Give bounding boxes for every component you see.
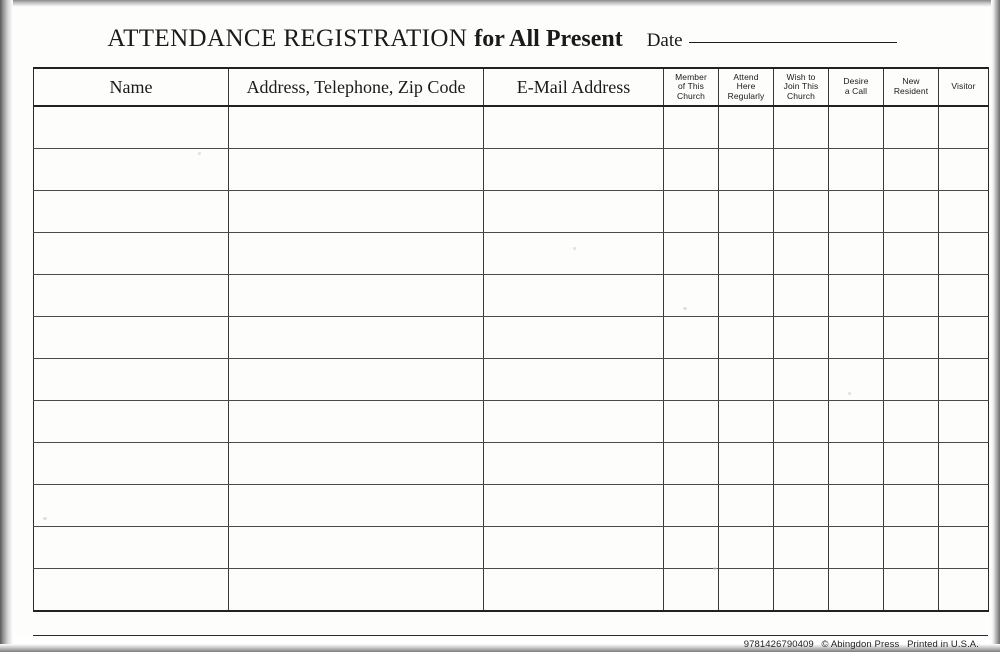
cell-new_resident[interactable] <box>884 401 939 443</box>
cell-join[interactable] <box>774 191 829 233</box>
cell-call[interactable] <box>829 275 884 317</box>
date-field-group <box>647 30 897 52</box>
attendance-form-sheet <box>13 7 991 650</box>
cell-new_resident[interactable] <box>884 485 939 527</box>
cell-email[interactable] <box>484 106 664 149</box>
cell-name[interactable] <box>34 527 229 569</box>
cell-email[interactable] <box>484 401 664 443</box>
column-header-new-resident: New Resident <box>884 68 939 106</box>
cell-new_resident[interactable] <box>884 149 939 191</box>
cell-visitor[interactable] <box>939 149 989 191</box>
registration-table-wrap <box>33 67 988 629</box>
cell-email[interactable] <box>484 317 664 359</box>
cell-new_resident[interactable] <box>884 359 939 401</box>
cell-call[interactable] <box>829 485 884 527</box>
cell-attend[interactable] <box>719 106 774 149</box>
footer-divider <box>33 635 988 636</box>
scan-speck <box>198 152 201 155</box>
date-input-line[interactable] <box>689 41 897 43</box>
cell-email[interactable] <box>484 569 664 612</box>
cell-address[interactable] <box>229 191 484 233</box>
cell-visitor[interactable] <box>939 359 989 401</box>
cell-new_resident[interactable] <box>884 569 939 612</box>
scan-edge-right <box>991 0 1000 652</box>
cell-address[interactable] <box>229 359 484 401</box>
cell-address[interactable] <box>229 401 484 443</box>
cell-email[interactable] <box>484 149 664 191</box>
cell-new_resident[interactable] <box>884 191 939 233</box>
table-header-row <box>34 68 989 106</box>
cell-member[interactable] <box>664 527 719 569</box>
column-header-attend: Attend Here Regularly <box>719 68 774 106</box>
cell-address[interactable] <box>229 275 484 317</box>
cell-attend[interactable] <box>719 443 774 485</box>
cell-join[interactable] <box>774 233 829 275</box>
cell-member[interactable] <box>664 359 719 401</box>
cell-member[interactable] <box>664 317 719 359</box>
table-row <box>34 275 989 317</box>
cell-join[interactable] <box>774 569 829 612</box>
cell-call[interactable] <box>829 191 884 233</box>
cell-member[interactable] <box>664 485 719 527</box>
cell-visitor[interactable] <box>939 106 989 149</box>
cell-visitor[interactable] <box>939 527 989 569</box>
table-row <box>34 106 989 149</box>
cell-join[interactable] <box>774 359 829 401</box>
cell-email[interactable] <box>484 275 664 317</box>
cell-call[interactable] <box>829 569 884 612</box>
cell-attend[interactable] <box>719 485 774 527</box>
cell-attend[interactable] <box>719 359 774 401</box>
cell-email[interactable] <box>484 485 664 527</box>
cell-call[interactable] <box>829 233 884 275</box>
column-header-email: E-Mail Address <box>484 68 664 106</box>
page-title-suffix: for All Present <box>474 26 623 52</box>
cell-new_resident[interactable] <box>884 275 939 317</box>
cell-new_resident[interactable] <box>884 443 939 485</box>
cell-name[interactable] <box>34 317 229 359</box>
table-row <box>34 233 989 275</box>
cell-visitor[interactable] <box>939 191 989 233</box>
cell-member[interactable] <box>664 149 719 191</box>
cell-address[interactable] <box>229 317 484 359</box>
cell-visitor[interactable] <box>939 317 989 359</box>
cell-address[interactable] <box>229 443 484 485</box>
table-row <box>34 359 989 401</box>
cell-visitor[interactable] <box>939 569 989 612</box>
cell-visitor[interactable] <box>939 443 989 485</box>
cell-new_resident[interactable] <box>884 106 939 149</box>
scan-speck <box>573 247 576 250</box>
cell-new_resident[interactable] <box>884 317 939 359</box>
scan-speck <box>43 517 47 520</box>
table-row <box>34 317 989 359</box>
column-header-member: Member of This Church <box>664 68 719 106</box>
cell-call[interactable] <box>829 149 884 191</box>
cell-name[interactable] <box>34 106 229 149</box>
page-title: ATTENDANCE REGISTRATION <box>107 25 468 52</box>
form-title-row <box>13 25 991 59</box>
table-row <box>34 443 989 485</box>
cell-member[interactable] <box>664 443 719 485</box>
cell-attend[interactable] <box>719 569 774 612</box>
footer-origin: Printed in U.S.A. <box>907 639 979 650</box>
cell-address[interactable] <box>229 485 484 527</box>
cell-email[interactable] <box>484 443 664 485</box>
cell-call[interactable] <box>829 359 884 401</box>
column-header-name: Name <box>34 68 229 106</box>
cell-member[interactable] <box>664 569 719 612</box>
cell-email[interactable] <box>484 191 664 233</box>
column-header-join: Wish to Join This Church <box>774 68 829 106</box>
cell-join[interactable] <box>774 106 829 149</box>
cell-new_resident[interactable] <box>884 527 939 569</box>
cell-attend[interactable] <box>719 527 774 569</box>
cell-join[interactable] <box>774 443 829 485</box>
table-row <box>34 401 989 443</box>
registration-table-body <box>34 106 989 611</box>
cell-address[interactable] <box>229 149 484 191</box>
cell-visitor[interactable] <box>939 485 989 527</box>
cell-visitor[interactable] <box>939 233 989 275</box>
cell-address[interactable] <box>229 233 484 275</box>
scan-edge-left <box>0 0 13 652</box>
cell-attend[interactable] <box>719 191 774 233</box>
cell-join[interactable] <box>774 317 829 359</box>
cell-name[interactable] <box>34 485 229 527</box>
cell-join[interactable] <box>774 485 829 527</box>
cell-join[interactable] <box>774 527 829 569</box>
cell-member[interactable] <box>664 401 719 443</box>
cell-attend[interactable] <box>719 275 774 317</box>
cell-address[interactable] <box>229 106 484 149</box>
cell-name[interactable] <box>34 359 229 401</box>
cell-visitor[interactable] <box>939 401 989 443</box>
cell-attend[interactable] <box>719 233 774 275</box>
footer-credits <box>739 639 979 650</box>
scan-speck <box>683 307 687 310</box>
cell-name[interactable] <box>34 443 229 485</box>
cell-call[interactable] <box>829 401 884 443</box>
date-label: Date <box>646 30 683 51</box>
cell-name[interactable] <box>34 275 229 317</box>
cell-join[interactable] <box>774 401 829 443</box>
cell-new_resident[interactable] <box>884 233 939 275</box>
cell-email[interactable] <box>484 233 664 275</box>
table-row <box>34 191 989 233</box>
footer-publisher: © Abingdon Press <box>821 639 900 650</box>
table-row <box>34 485 989 527</box>
cell-name[interactable] <box>34 401 229 443</box>
cell-member[interactable] <box>664 233 719 275</box>
cell-address[interactable] <box>229 569 484 612</box>
cell-member[interactable] <box>664 106 719 149</box>
cell-join[interactable] <box>774 275 829 317</box>
footer-isbn: 9781426790409 <box>743 639 814 650</box>
cell-name[interactable] <box>34 233 229 275</box>
table-row <box>34 149 989 191</box>
cell-call[interactable] <box>829 317 884 359</box>
cell-attend[interactable] <box>719 317 774 359</box>
registration-table <box>33 67 989 612</box>
cell-email[interactable] <box>484 527 664 569</box>
cell-member[interactable] <box>664 191 719 233</box>
cell-call[interactable] <box>829 527 884 569</box>
cell-name[interactable] <box>34 569 229 612</box>
cell-call[interactable] <box>829 443 884 485</box>
cell-member[interactable] <box>664 275 719 317</box>
cell-email[interactable] <box>484 359 664 401</box>
column-header-address: Address, Telephone, Zip Code <box>229 68 484 106</box>
cell-name[interactable] <box>34 191 229 233</box>
cell-address[interactable] <box>229 527 484 569</box>
table-row <box>34 527 989 569</box>
cell-join[interactable] <box>774 149 829 191</box>
table-row <box>34 569 989 612</box>
column-header-visitor: Visitor <box>939 68 989 106</box>
scan-edge-top <box>0 0 1000 7</box>
scan-speck <box>713 567 717 570</box>
scan-speck <box>848 392 851 395</box>
column-header-call: Desire a Call <box>829 68 884 106</box>
cell-call[interactable] <box>829 106 884 149</box>
cell-attend[interactable] <box>719 149 774 191</box>
cell-attend[interactable] <box>719 401 774 443</box>
cell-visitor[interactable] <box>939 275 989 317</box>
